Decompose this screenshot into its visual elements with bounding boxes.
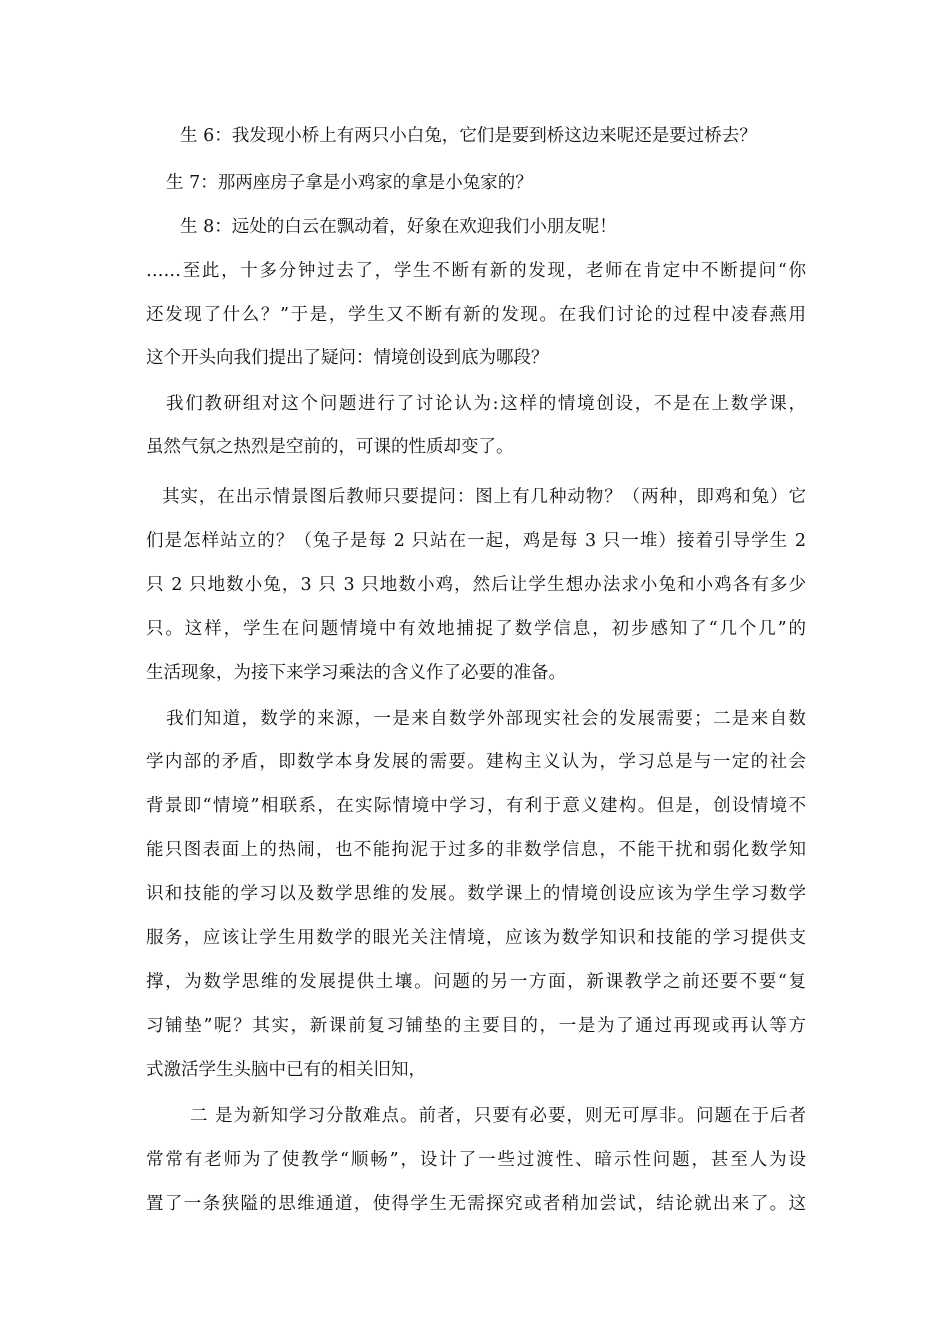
paragraph-line: 置了一条狭隘的思维通道，使得学生无需探究或者稍加尝试，结论就出来了。这 bbox=[146, 1194, 806, 1214]
paragraph-line: 我们教研组对这个问题进行了讨论认为:这样的情境创设，不是在上数学课， bbox=[166, 394, 806, 414]
paragraph-line: 我们知道，数学的来源，一是来自数学外部现实社会的发展需要；二是来自数 bbox=[166, 709, 806, 729]
paragraph-line: 服务，应该让学生用数学的眼光关注情境，应该为数学知识和技能的学习提供支 bbox=[146, 928, 806, 948]
paragraph-line: 习铺垫”呢？其实，新课前复习铺垫的主要目的，一是为了通过再现或再认等方 bbox=[146, 1016, 806, 1036]
dialogue-line-student-6: 生 6：我发现小桥上有两只小白兔，它们是要到桥这边来呢还是要过桥去？ bbox=[180, 126, 757, 146]
paragraph-line: 撑，为数学思维的发展提供土壤。问题的另一方面，新课教学之前还要不要“复 bbox=[146, 972, 806, 992]
paragraph-line: 只 2 只地数小兔，3 只 3 只地数小鸡，然后让学生想办法求小兔和小鸡各有多少 bbox=[146, 575, 806, 595]
paragraph-line: 式激活学生头脑中已有的相关旧知， bbox=[146, 1060, 426, 1080]
paragraph-line: 还发现了什么？”于是，学生又不断有新的发现。在我们讨论的过程中凌春燕用 bbox=[146, 305, 806, 325]
dialogue-line-student-8: 生 8：远处的白云在飘动着，好象在欢迎我们小朋友呢！ bbox=[180, 217, 617, 237]
paragraph-line: 常常有老师为了使教学“顺畅”，设计了一些过渡性、暗示性问题，甚至人为设 bbox=[146, 1150, 806, 1170]
paragraph-line: 们是怎样站立的？（兔子是每 2 只站在一起，鸡是每 3 只一堆）接着引导学生 2 bbox=[146, 531, 806, 551]
paragraph-line: 背景即“情境”相联系，在实际情境中学习，有利于意义建构。但是，创设情境不 bbox=[146, 796, 806, 816]
paragraph-line: ……至此，十多分钟过去了，学生不断有新的发现，老师在肯定中不断提问“你 bbox=[146, 261, 806, 281]
paragraph-line: 生活现象，为接下来学习乘法的含义作了必要的准备。 bbox=[146, 663, 566, 683]
paragraph-line: 二 是为新知学习分散难点。前者，只要有必要，则无可厚非。问题在于后者 bbox=[190, 1106, 806, 1126]
paragraph-line: 其实，在出示情景图后教师只要提问：图上有几种动物？（两种，即鸡和兔）它 bbox=[162, 487, 806, 507]
paragraph-line: 虽然气氛之热烈是空前的，可课的性质却变了。 bbox=[146, 437, 514, 457]
paragraph-line: 识和技能的学习以及数学思维的发展。数学课上的情境创设应该为学生学习数学 bbox=[146, 884, 806, 904]
paragraph-line: 这个开头向我们提出了疑问：情境创设到底为哪段？ bbox=[146, 348, 549, 368]
paragraph-line: 只。这样，学生在问题情境中有效地捕捉了数学信息，初步感知了“几个几”的 bbox=[146, 619, 806, 639]
paragraph-line: 能只图表面上的热闹，也不能拘泥于过多的非数学信息，不能干扰和弱化数学知 bbox=[146, 840, 806, 860]
dialogue-line-student-7: 生 7：那两座房子拿是小鸡家的拿是小兔家的？ bbox=[166, 173, 533, 193]
paragraph-line: 学内部的矛盾，即数学本身发展的需要。建构主义认为，学习总是与一定的社会 bbox=[146, 752, 806, 772]
